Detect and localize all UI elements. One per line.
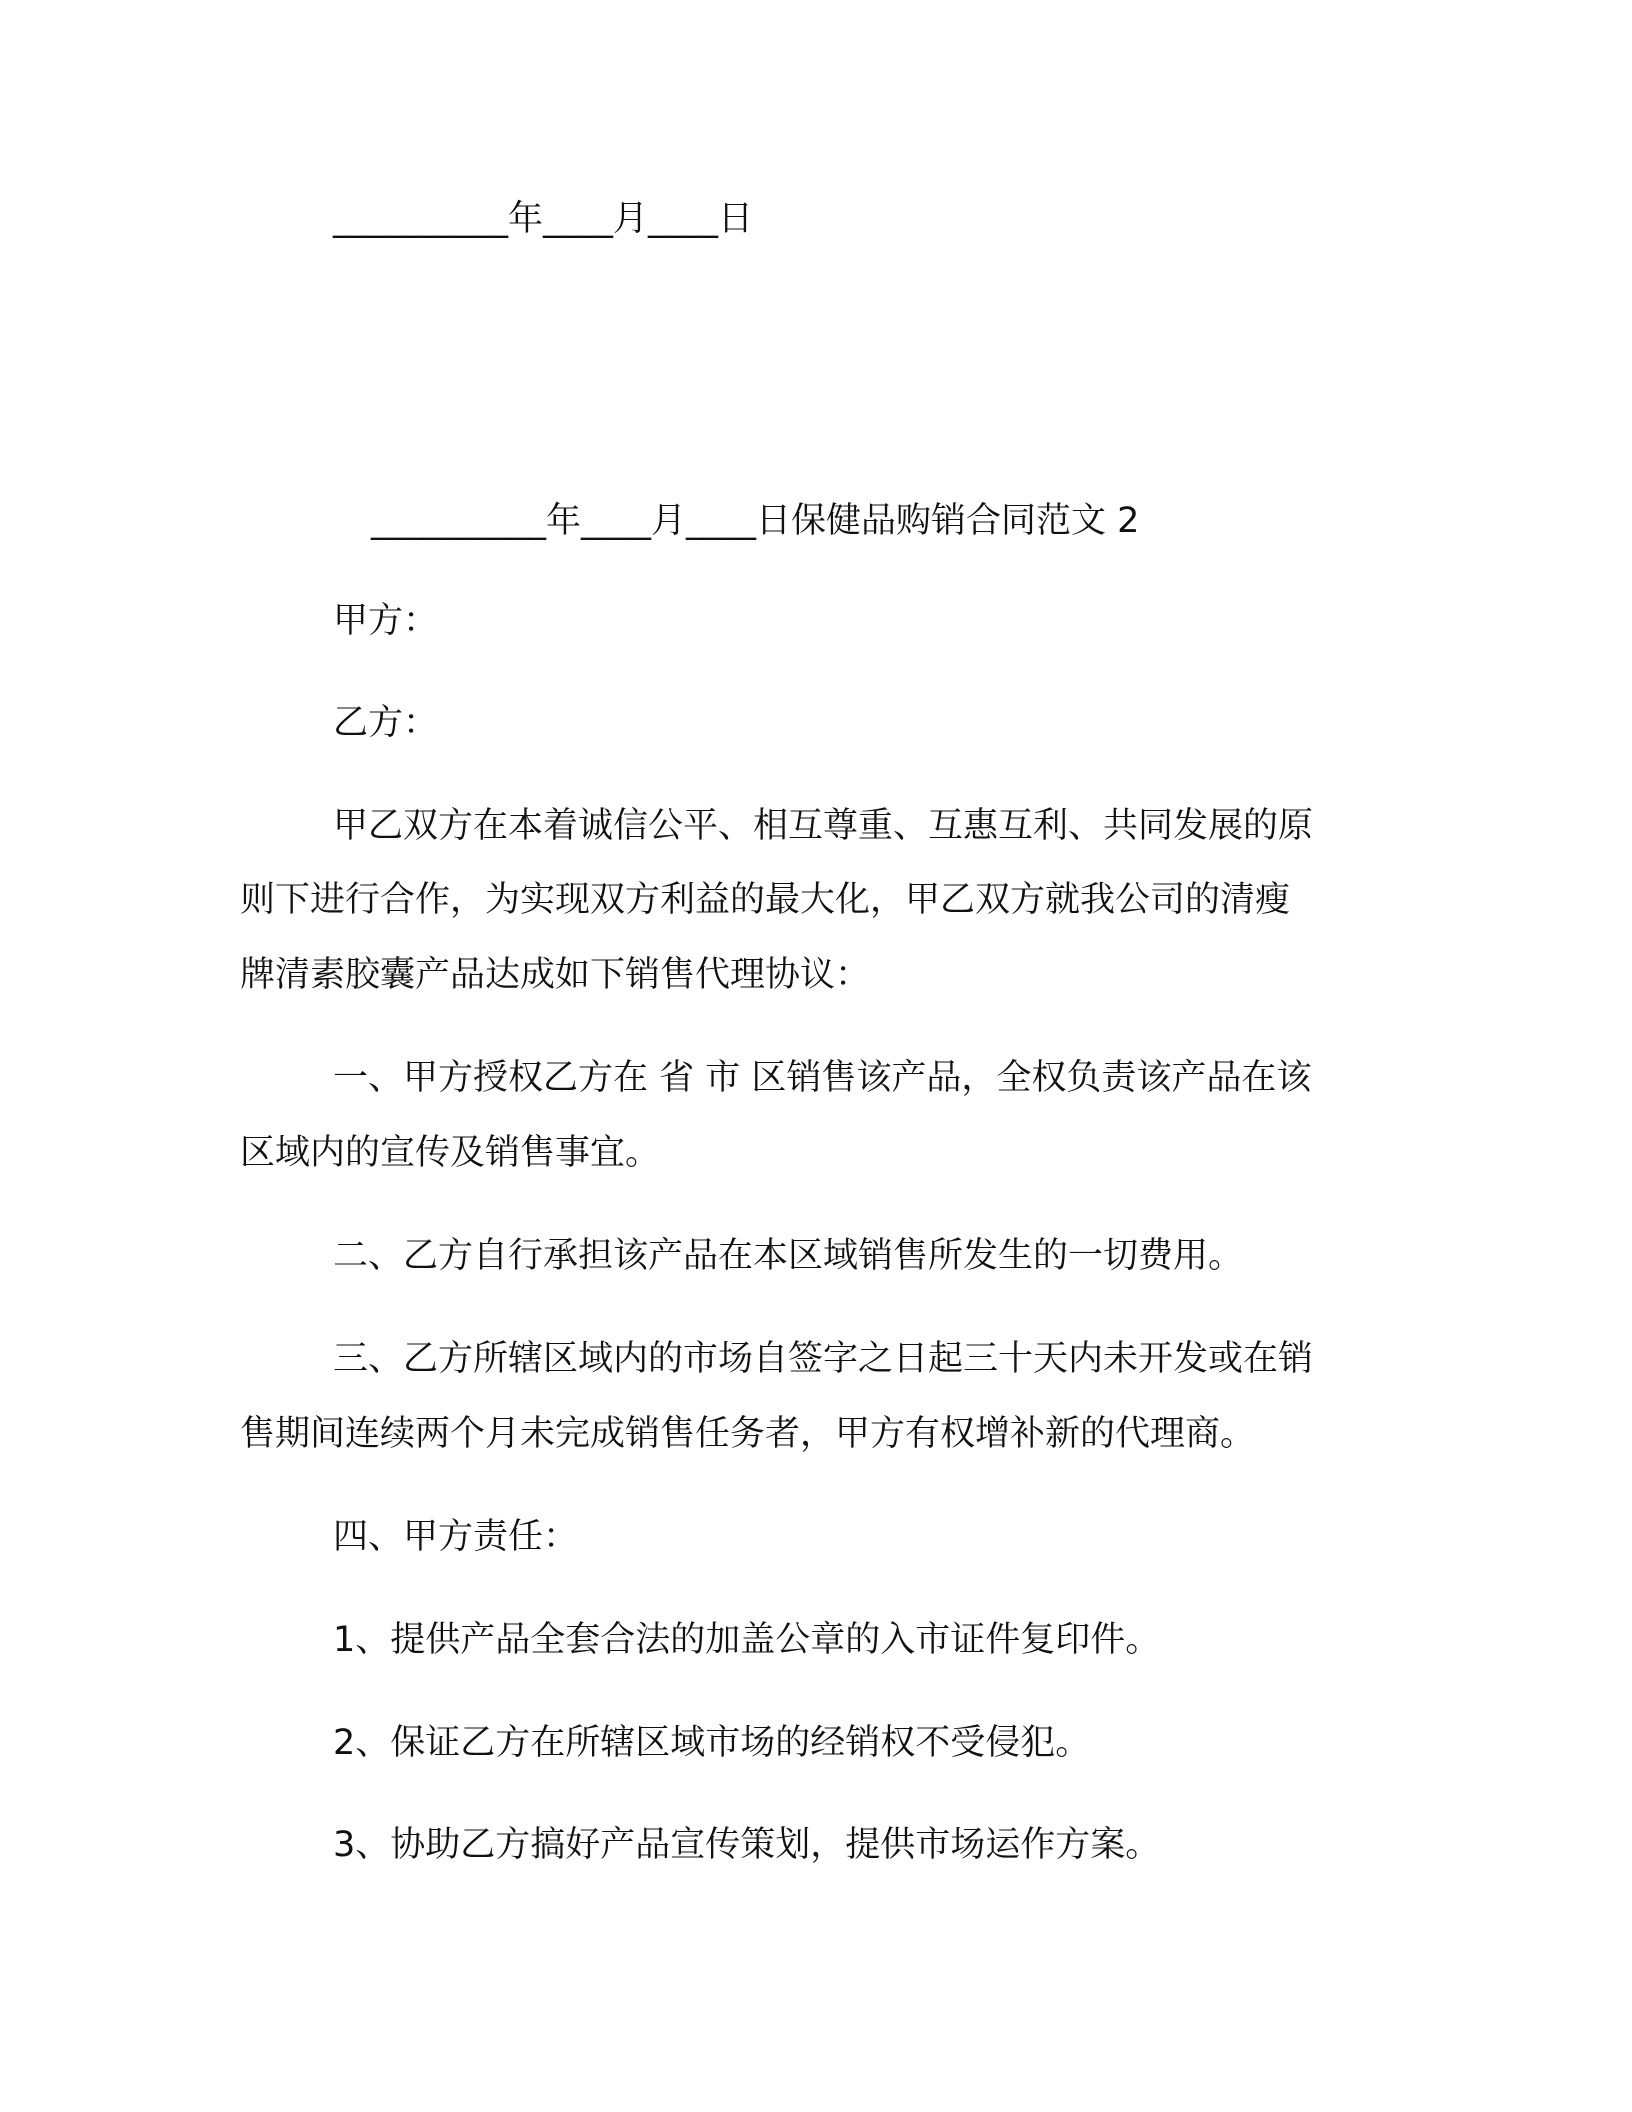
- clause-1-line-2: 区域内的宣传及销售事宜。: [240, 1133, 661, 1173]
- intro-line-3: 牌清素胶囊产品达成如下销售代理协议：: [240, 955, 871, 995]
- party-a-label: 甲方：: [333, 601, 439, 641]
- clause-3-line-2: 售期间连续两个月未完成销售任务者，甲方有权增补新的代理商。: [240, 1414, 1256, 1454]
- party-b-label: 乙方：: [333, 703, 439, 743]
- intro-line-2: 则下进行合作，为实现双方利益的最大化，甲乙双方就我公司的清瘦: [240, 880, 1291, 920]
- date-line: __________年____月____日: [333, 199, 754, 239]
- clause-3-line-1: 三、乙方所辖区域内的市场自签字之日起三十天内未开发或在销: [333, 1339, 1314, 1379]
- clause-4-item-3: 3、协助乙方搞好产品宣传策划，提供市场运作方案。: [333, 1825, 1161, 1865]
- clause-4-title: 四、甲方责任：: [333, 1517, 579, 1557]
- clause-1-line-1: 一、甲方授权乙方在 省 市 区销售该产品，全权负责该产品在该: [333, 1058, 1312, 1098]
- clause-4-item-1: 1、提供产品全套合法的加盖公章的入市证件复印件。: [333, 1620, 1161, 1660]
- clause-2: 二、乙方自行承担该产品在本区域销售所发生的一切费用。: [333, 1236, 1244, 1276]
- clause-4-item-2: 2、保证乙方在所辖区域市场的经销权不受侵犯。: [333, 1723, 1091, 1763]
- intro-line-1: 甲乙双方在本着诚信公平、相互尊重、互惠互利、共同发展的原: [333, 806, 1314, 846]
- contract-heading: __________年____月____日保健品购销合同范文 2: [371, 501, 1140, 541]
